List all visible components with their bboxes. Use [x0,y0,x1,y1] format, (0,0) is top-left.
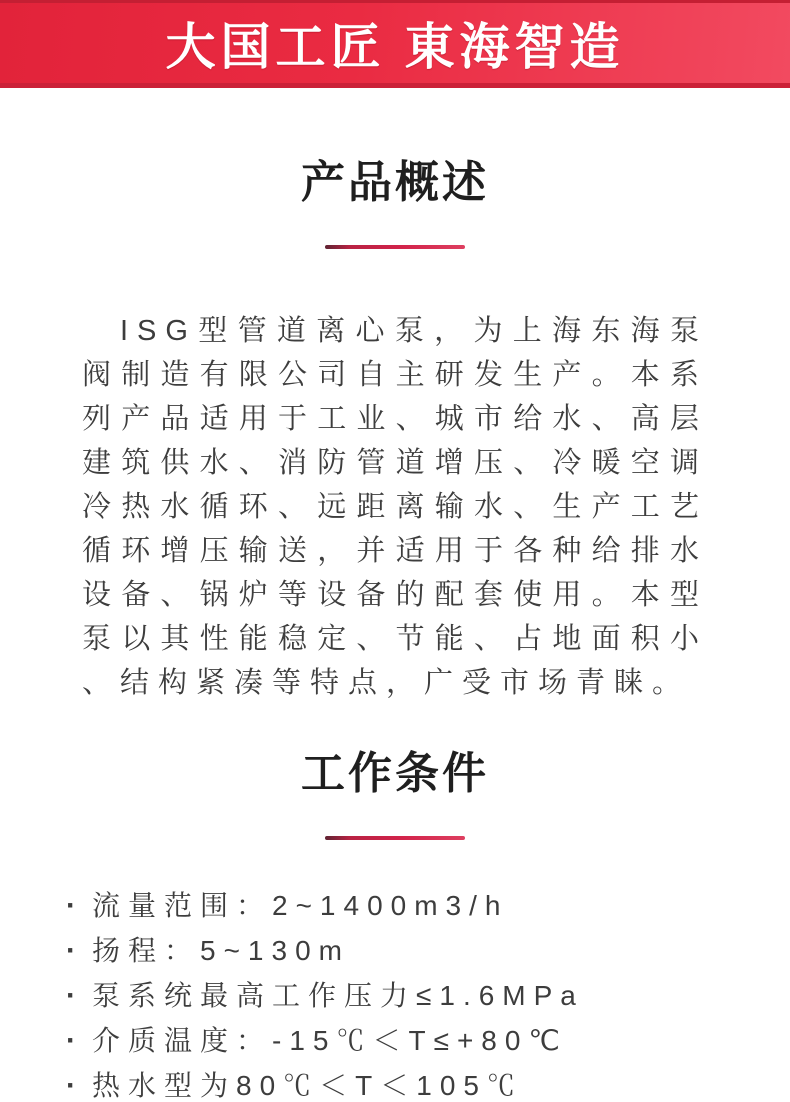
bullet-dot-icon: · [66,934,76,968]
condition-item-text: 介质温度：-15℃＜T≤+80℃ [92,1025,568,1057]
condition-list-item [66,935,730,966]
conditions-section-title: 工作条件 [301,749,489,799]
condition-list-item [66,890,730,921]
working-conditions-list [66,890,730,1101]
bullet-dot-icon: · [66,979,76,1013]
section-product-overview [0,158,790,705]
brand-slogan: 大国工匠 東海智造 [165,19,625,75]
overview-title-underline [325,245,465,249]
bullet-dot-icon: · [66,1024,76,1058]
conditions-title-underline [325,836,465,840]
condition-item-text: 泵系统最高工作压力≤1.6MPa [92,980,584,1012]
overview-paragraph: ISG型管道离心泵，为上海东海泵阀制造有限公司自主研发生产。本系列产品适用于工业、城市给水、高层建筑供水、消防管道增压、冷暖空调冷热水循环、远距离输水、生产工艺循环增压输送，并适用于各种给排水设备、锅炉等设备的配套使用。本型泵以其性能稳定、节能、占地面积小、结构紧凑等特点，广受市场青睐。 [82,315,708,700]
condition-list-item [66,1070,730,1101]
overview-section-title: 产品概述 [301,158,489,207]
bullet-dot-icon: · [66,1069,76,1102]
condition-list-item [66,1025,730,1056]
condition-item-text: 热水型为80℃＜T＜105℃ [92,1070,523,1102]
condition-item-text: 扬程：5~130m [92,935,350,967]
condition-item-text: 流量范围：2~1400m3/h [92,890,509,922]
bullet-dot-icon: · [66,889,76,923]
condition-list-item [66,980,730,1011]
section-working-conditions [0,749,790,1101]
brand-banner [0,0,790,88]
